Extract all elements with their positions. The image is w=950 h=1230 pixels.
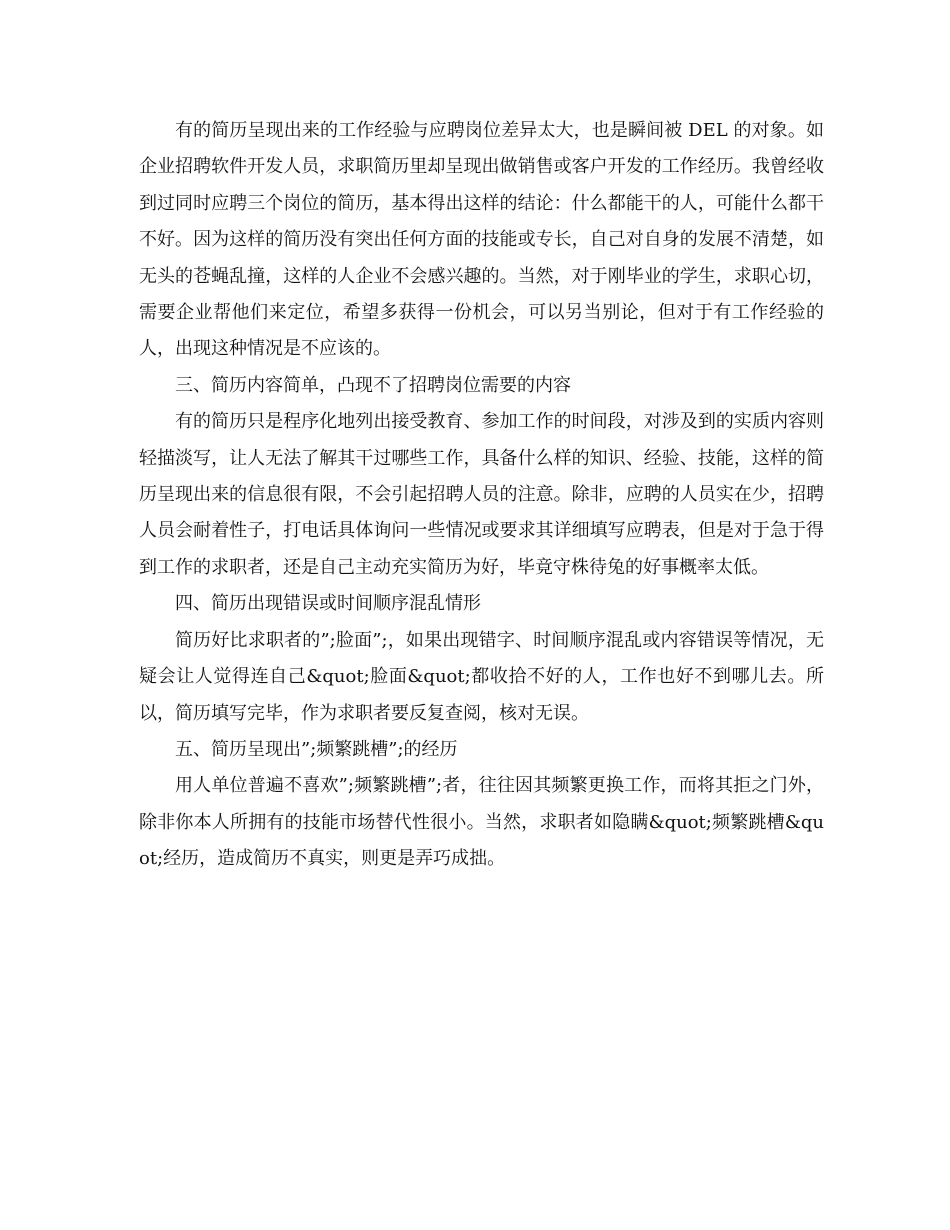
body-paragraph: 用人单位普遍不喜欢”;频繁跳槽”;者，往往因其频繁更换工作，而将其拒之门外，除非你本人所拥有的技能市场替代性很小。当然，求职者如隐瞒&quot;频繁跳槽&quot;经历，造成简历不真实，则更是弄巧成拙。 bbox=[139, 775, 824, 870]
document-body bbox=[139, 113, 824, 878]
section-heading-3: 三、简历内容简单，凸现不了招聘岗位需要的内容 bbox=[175, 374, 571, 396]
body-paragraph: 简历好比求职者的”;脸面”;，如果出现错字、时间顺序混乱或内容错误等情况，无疑会让人觉得连自己&quot;脸面&quot;都收拾不好的人，工作也好不到哪儿去。所以，简历填写完毕，作为求职者要反复查阅，核对无误。 bbox=[139, 629, 824, 724]
section-heading-5: 五、简历呈现出”;频繁跳槽”;的经历 bbox=[175, 738, 458, 760]
body-paragraph: 有的简历呈现出来的工作经验与应聘岗位差异太大，也是瞬间被 DEL 的对象。如企业招聘软件开发人员，求职简历里却呈现出做销售或客户开发的工作经历。我曾经收到过同时应聘三个岗位的简历，基本得出这样的结论：什么都能干的人，可能什么都干不好。因为这样的简历没有突出任何方面的技能或专长，自己对自身的发展不清楚，如无头的苍蝇乱撞，这样的人企业不会感兴趣的。当然，对于刚毕业的学生，求职心切，需要企业帮他们来定位，希望多获得一份机会，可以另当别论，但对于有工作经验的人，出现这种情况是不应该的。 bbox=[139, 120, 824, 360]
section-heading-4: 四、简历出现错误或时间顺序混乱情形 bbox=[175, 593, 481, 615]
body-paragraph: 有的简历只是程序化地列出接受教育、参加工作的时间段，对涉及到的实质内容则轻描淡写，让人无法了解其干过哪些工作，具备什么样的知识、经验、技能，这样的简历呈现出来的信息很有限，不会引起招聘人员的注意。除非，应聘的人员实在少，招聘人员会耐着性子，打电话具体询问一些情况或要求其详细填写应聘表，但是对于急于得到工作的求职者，还是自己主动充实简历为好，毕竟守株待兔的好事概率太低。 bbox=[139, 411, 824, 578]
